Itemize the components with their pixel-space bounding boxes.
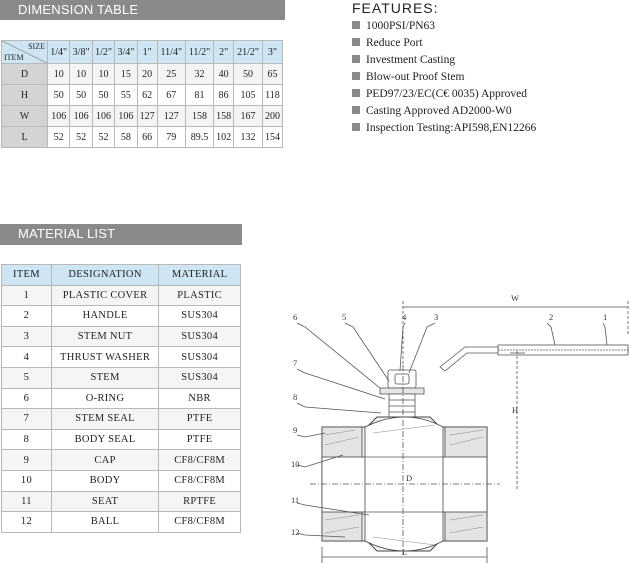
square-bullet-icon [352,106,360,114]
size-header-cell: 2" [214,41,234,64]
dimension-value-cell: 89.5 [185,127,213,148]
size-header-cell: 3/4" [115,41,137,64]
material-designation-cell: STEM NUT [51,326,158,347]
material-header-cell: DESIGNATION [51,265,158,286]
material-item-cell: 7 [2,409,52,430]
ball-valve-drawing [285,285,630,563]
material-value-cell: PTFE [159,409,241,430]
dimension-value-cell: 79 [157,127,185,148]
feature-item [352,18,536,35]
material-row [2,347,241,368]
callout-9: 9 [293,425,298,435]
dimension-value-cell: 52 [48,127,70,148]
size-header-cell: 21/2" [234,41,263,64]
corner-item-label: ITEM [4,53,24,62]
material-row [2,388,241,409]
feature-item [352,52,536,69]
material-row [2,491,241,512]
material-item-cell: 9 [2,450,52,471]
feature-item [352,120,536,137]
size-header-cell: 3/8" [70,41,92,64]
dim-w-label: W [511,293,520,303]
dimension-value-cell: 20 [137,64,157,85]
dimension-value-cell: 55 [115,85,137,106]
material-row [2,326,241,347]
material-item-cell: 8 [2,429,52,450]
callout-3: 3 [434,312,439,322]
material-designation-cell: BODY SEAL [51,429,158,450]
dimension-value-cell: 118 [262,85,282,106]
square-bullet-icon [352,72,360,80]
feature-text: Reduce Port [366,37,423,49]
material-value-cell: CF8/CF8M [159,470,241,491]
material-designation-cell: BODY [51,470,158,491]
dimension-value-cell: 15 [115,64,137,85]
feature-text: Casting Approved AD2000-W0 [366,105,512,117]
dimension-value-cell: 10 [92,64,114,85]
feature-text: Inspection Testing:API598,EN12266 [366,122,537,134]
dimension-value-cell: 50 [234,64,263,85]
material-row [2,367,241,388]
dimension-value-cell: 127 [157,106,185,127]
dimension-value-cell: 50 [48,85,70,106]
material-item-cell: 10 [2,470,52,491]
dimension-row-label: H [2,85,48,106]
dimension-value-cell: 40 [214,64,234,85]
material-designation-cell: THRUST WASHER [51,347,158,368]
dimension-value-cell: 132 [234,127,263,148]
features-title: FEATURES: [352,0,439,16]
dimension-row-label: L [2,127,48,148]
square-bullet-icon [352,21,360,29]
callout-2: 2 [549,312,554,322]
feature-text: PED97/23/EC(C€ 0035) Approved [366,88,527,100]
material-designation-cell: BALL [51,512,158,533]
callout-4: 4 [402,312,407,322]
material-designation-cell: O-RING [51,388,158,409]
dimension-value-cell: 50 [92,85,114,106]
material-designation-cell: HANDLE [51,306,158,327]
dimension-value-cell: 32 [185,64,213,85]
dimension-value-cell: 167 [234,106,263,127]
material-item-cell: 12 [2,512,52,533]
material-value-cell: CF8/CF8M [159,512,241,533]
material-row [2,429,241,450]
dimension-value-cell: 10 [48,64,70,85]
material-header-row [2,265,241,286]
feature-item [352,86,536,103]
material-row [2,409,241,430]
material-designation-cell: SEAT [51,491,158,512]
material-designation-cell: STEM [51,367,158,388]
dimension-value-cell: 106 [70,106,92,127]
material-item-cell: 3 [2,326,52,347]
material-row [2,306,241,327]
dimension-value-cell: 158 [185,106,213,127]
dimension-value-cell: 62 [137,85,157,106]
material-designation-cell: STEM SEAL [51,409,158,430]
material-value-cell: RPTFE [159,491,241,512]
callout-5: 5 [342,312,347,322]
material-value-cell: NBR [159,388,241,409]
callout-10: 10 [291,459,300,469]
dimension-table-header: DIMENSION TABLE [0,0,285,20]
feature-item [352,69,536,86]
callout-6: 6 [293,312,298,322]
dimension-value-cell: 50 [70,85,92,106]
material-header-cell: MATERIAL [159,265,241,286]
size-header-cell: 3" [262,41,282,64]
dimension-value-cell: 102 [214,127,234,148]
material-designation-cell: PLASTIC COVER [51,285,158,306]
material-value-cell: PLASTIC [159,285,241,306]
dimension-value-cell: 65 [262,64,282,85]
size-header-cell: 1" [137,41,157,64]
square-bullet-icon [352,89,360,97]
dimension-value-cell: 106 [115,106,137,127]
material-row [2,512,241,533]
dimension-value-cell: 67 [157,85,185,106]
dimension-value-cell: 52 [70,127,92,148]
features-section [352,0,536,137]
feature-item [352,35,536,52]
material-value-cell: SUS304 [159,347,241,368]
dimension-value-cell: 81 [185,85,213,106]
material-row [2,285,241,306]
dimension-value-cell: 106 [48,106,70,127]
dimension-value-cell: 10 [70,64,92,85]
material-row [2,470,241,491]
material-item-cell: 2 [2,306,52,327]
callout-7: 7 [293,358,298,368]
material-designation-cell: CAP [51,450,158,471]
dimension-value-cell: 200 [262,106,282,127]
callout-8: 8 [293,392,298,402]
dimension-row [2,106,283,127]
material-value-cell: CF8/CF8M [159,450,241,471]
callout-12: 12 [291,527,300,537]
material-item-cell: 5 [2,367,52,388]
size-header-cell: 11/2" [185,41,213,64]
square-bullet-icon [352,123,360,131]
material-value-cell: SUS304 [159,367,241,388]
dimension-table [1,40,283,148]
material-list-table [1,264,241,533]
dimension-value-cell: 25 [157,64,185,85]
dimension-value-cell: 154 [262,127,282,148]
material-header-cell: ITEM [2,265,52,286]
material-row [2,450,241,471]
dimension-value-cell: 158 [214,106,234,127]
dimension-value-cell: 52 [92,127,114,148]
material-value-cell: SUS304 [159,306,241,327]
dimension-row-label: D [2,64,48,85]
material-item-cell: 11 [2,491,52,512]
dimension-value-cell: 105 [234,85,263,106]
dimension-header-row [2,41,283,64]
callout-11: 11 [291,495,300,505]
dim-d-label: D [406,473,413,483]
dimension-value-cell: 106 [92,106,114,127]
dimension-row-label: W [2,106,48,127]
dimension-value-cell: 127 [137,106,157,127]
material-value-cell: SUS304 [159,326,241,347]
material-item-cell: 4 [2,347,52,368]
dimension-row [2,127,283,148]
feature-text: Blow-out Proof Stem [366,71,465,83]
dimension-value-cell: 66 [137,127,157,148]
features-list [352,18,536,137]
dimension-corner-cell [2,41,48,64]
material-item-cell: 1 [2,285,52,306]
corner-size-label: SIZE [28,42,45,51]
dimension-value-cell: 58 [115,127,137,148]
material-item-cell: 6 [2,388,52,409]
dimension-row [2,64,283,85]
material-value-cell: PTFE [159,429,241,450]
square-bullet-icon [352,38,360,46]
feature-text: Investment Casting [366,54,456,66]
feature-item [352,103,536,120]
dim-h-label: H [512,405,519,415]
size-header-cell: 1/2" [92,41,114,64]
feature-text: 1000PSI/PN63 [366,20,436,32]
dim-l-label: L [402,547,408,557]
callout-1: 1 [603,312,608,322]
square-bullet-icon [352,55,360,63]
dimension-value-cell: 86 [214,85,234,106]
size-header-cell: 1/4" [48,41,70,64]
material-list-header: MATERIAL LIST [0,224,242,245]
size-header-cell: 11/4" [157,41,185,64]
dimension-row [2,85,283,106]
